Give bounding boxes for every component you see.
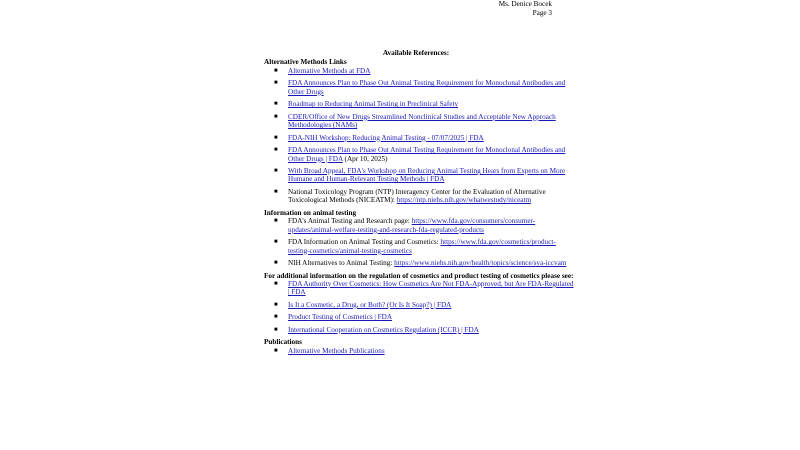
bullet-icon: ■	[274, 301, 278, 308]
list-item	[264, 326, 574, 334]
bullet-icon: ■	[274, 314, 278, 321]
reference-link[interactable]: https://www.niehs.nih.gov/health/topics/science/sya-iccvam	[394, 259, 567, 268]
reference-list	[264, 280, 574, 334]
reference-link[interactable]: Product Testing of Cosmetics | FDA	[288, 313, 393, 322]
list-item	[264, 280, 574, 297]
section-heading: Alternative Methods Links	[264, 58, 347, 67]
list-item	[264, 79, 574, 96]
list-item	[264, 113, 574, 130]
reference-link[interactable]: International Cooperation on Cosmetics Regulation (ICCR) | FDA	[288, 325, 479, 334]
section-animal-testing	[264, 209, 574, 268]
reference-text: NIH Alternatives to Animal Testing:	[288, 259, 395, 268]
list-item	[264, 259, 574, 267]
bullet-icon: ■	[274, 101, 278, 108]
reference-link[interactable]: FDA Authority Over Cosmetics: How Cosmetics Are Not FDA-Approved, but Are FDA-Regulated | FDA	[288, 279, 574, 297]
list-item	[264, 238, 574, 255]
bullet-icon: ■	[274, 188, 278, 195]
reference-link[interactable]: https://www.fda.gov/cosmetics/product-testing-cosmetics/animal-testing-cosmetics	[288, 238, 556, 255]
section-heading: Information on animal testing	[264, 208, 357, 217]
section-heading: Publications	[264, 338, 302, 347]
list-item	[264, 188, 574, 205]
section-publications	[264, 338, 574, 355]
reference-text: FDA's Animal Testing and Research page:	[288, 217, 412, 226]
bullet-icon: ■	[274, 239, 278, 246]
reference-link[interactable]: Roadmap to Reducing Animal Testing in Preclinical Safety	[288, 100, 459, 109]
bullet-icon: ■	[274, 147, 278, 154]
list-item	[264, 100, 574, 108]
reference-link[interactable]: FDA Announces Plan to Phase Out Animal Testing Requirement for Monoclonal Antibodies and Other Drugs | FDA	[288, 146, 566, 163]
bullet-icon: ■	[274, 260, 278, 267]
list-item	[264, 67, 574, 75]
list-item	[264, 146, 574, 163]
section-cosmetics-regulation	[264, 272, 574, 335]
section-heading: For additional information on the regulation of cosmetics and product testing of cosmetics please see:	[264, 271, 574, 280]
bullet-icon: ■	[274, 67, 278, 74]
reference-text: National Toxicology Program (NTP) Interagency Center for the Evaluation of Alternative Toxicological Methods (NICEATM):	[288, 187, 546, 205]
reference-link[interactable]: FDA-NIH Workshop: Reducing Animal Testing - 07/07/2025 | FDA	[288, 133, 484, 142]
reference-list	[264, 217, 574, 267]
list-item	[264, 167, 574, 184]
reference-text: FDA Information on Animal Testing and Cosmetics:	[288, 238, 441, 247]
letter-header	[499, 0, 552, 18]
reference-list	[264, 67, 574, 205]
reference-link[interactable]: With Broad Appeal, FDA's Workshop on Reducing Animal Testing Hears from Experts on More Humane and Human-Relevant Testing Methods | FDA	[288, 167, 566, 184]
bullet-icon: ■	[274, 113, 278, 120]
bullet-icon: ■	[274, 80, 278, 87]
list-item	[264, 217, 574, 234]
page-number: Page 3	[532, 9, 552, 17]
reference-link[interactable]: Is It a Cosmetic, a Drug, or Both? (Or Is It Soap?) | FDA	[288, 300, 452, 309]
reference-note: (Apr 10, 2025)	[342, 154, 388, 163]
list-item	[264, 134, 574, 142]
bullet-icon: ■	[274, 218, 278, 225]
page-title: Available References:	[382, 49, 450, 57]
reference-link[interactable]: CDER/Office of New Drugs Streamlined Nonclinical Studies and Acceptable New Approach Methodologies (NAMs)	[288, 112, 556, 130]
recipient-name: Ms. Denice Bocek	[498, 0, 552, 8]
reference-link[interactable]: FDA Announces Plan to Phase Out Animal Testing Requirement for Monoclonal Antibodies and Other Drugs	[288, 79, 566, 96]
bullet-icon: ■	[274, 280, 278, 287]
bullet-icon: ■	[274, 134, 278, 141]
reference-link[interactable]: https://ntp.niehs.nih.gov/whatwestudy/niceatm	[396, 196, 532, 205]
reference-list	[264, 347, 574, 355]
section-alternative-methods	[264, 58, 574, 204]
bullet-icon: ■	[274, 326, 278, 333]
list-item	[264, 301, 574, 309]
list-item	[264, 313, 574, 321]
list-item	[264, 347, 574, 355]
reference-link[interactable]: https://www.fda.gov/consumers/consumer-updates/animal-welfare-testing-and-research-fda-regulated-products	[288, 217, 536, 234]
bullet-icon: ■	[274, 347, 278, 354]
reference-link[interactable]: Alternative Methods at FDA	[288, 66, 371, 75]
bullet-icon: ■	[274, 168, 278, 175]
references-document	[264, 49, 574, 359]
reference-link[interactable]: Alternative Methods Publications	[288, 346, 385, 355]
